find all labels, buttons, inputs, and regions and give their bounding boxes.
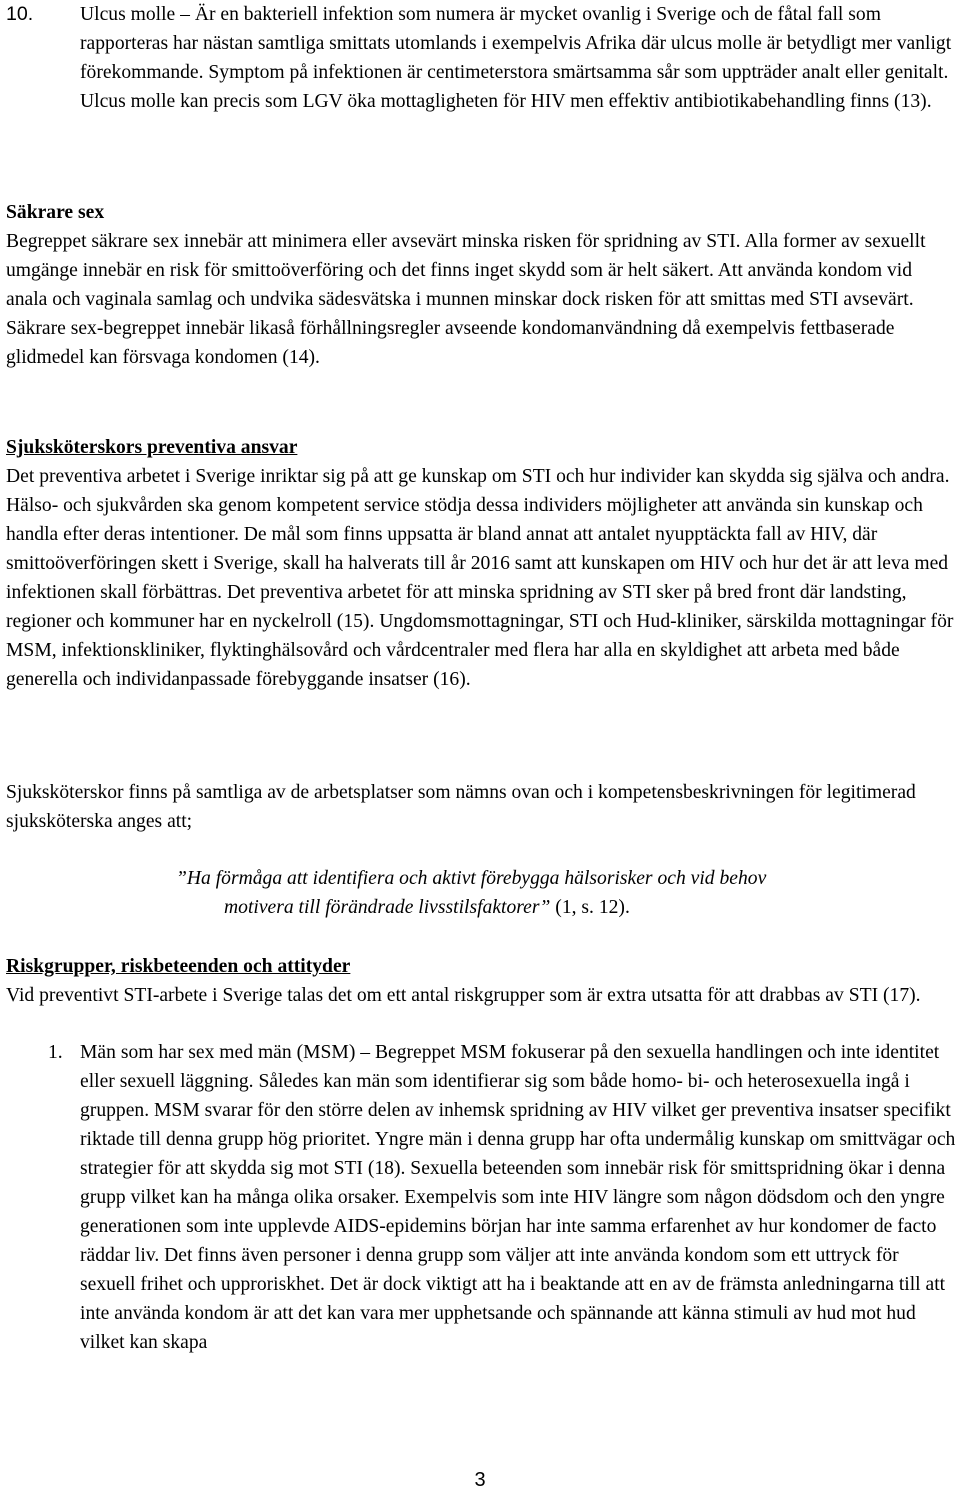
page-number: 3: [474, 1469, 486, 1491]
quote-citation: (1, s. 12).: [550, 897, 630, 918]
list-item-number: 1.: [48, 1042, 63, 1063]
list-item: [6, 1038, 956, 1357]
quote-line-1: ”Ha förmåga att identifiera och aktivt förebygga hälsorisker och vid behov: [176, 868, 767, 889]
quote-line-2: motivera till förändrade livsstilsfaktorer”: [224, 897, 551, 918]
list-item-text: Män som har sex med män (MSM) – Begreppet MSM fokuserar på den sexuella handlingen och inte identitet eller sexuell läggning. Således kan män som identifierar sig som både homo- bi- och heterosexuella ingå i gruppen. MSM svarar för den större delen av inhemsk spridning av HIV vilket ger preventiva insatser specifikt riktade till denna grupp hög prioritet. Yngre män i denna grupp har ofta undermålig kunskap om smittvägar och strategier för att skydda sig mot STI (18). Sexuella beteenden som innebär risk för smittspridning ökar i denna grupp vilket kan ha många olika orsaker. Exempelvis som inte HIV längre som någon dödsdom och den yngre generationen som inte upplevde AIDS-epidemins början har inte samma erfarenhet av hur kondomer de facto räddar liv. Det finns även personer i denna grupp som väljer att inte använda kondom som ett uttryck för sexuell frihet och upproriskhet. Det är dock viktigt att ha i beaktande att en av de främsta anledningarna till att inte använda kondom är att det kan vara mer upphetsande och spännande att känna stimuli av hud mot hud vilket kan skapa: [80, 1042, 956, 1353]
list-item-number: 10.: [6, 3, 34, 25]
section-safer-sex: [6, 198, 956, 372]
paragraph-nurses-workplaces: [6, 778, 956, 836]
section-heading: Riskgrupper, riskbeteenden och attityder: [6, 956, 351, 977]
block-quote: [176, 864, 916, 922]
quote-line-2-wrap: [176, 893, 916, 922]
section-heading: Sjuksköterskors preventiva ansvar: [6, 437, 298, 458]
section-nurse-responsibility: [6, 433, 956, 694]
list-item-text: Ulcus molle – Är en bakteriell infektion som numera är mycket ovanlig i Sverige och de fåtal fall som rapporteras har nästan samtliga smittats utomlands i exempelvis Afrika där ulcus molle är betydligt mer vanligt förekommande. Symptom på infektionen är centimeterstora smärtsamma sår som uppträder analt eller genitalt. Ulcus molle kan precis som LGV öka mottagligheten för HIV men effektiv antibiotikabehandling finns (13).: [80, 4, 952, 112]
risk-group-list: [6, 1038, 956, 1357]
section-paragraph: Det preventiva arbetet i Sverige inriktar sig på att ge kunskap om STI och hur individer kan skydda sig själva och andra. Hälso- och sjukvården ska genom kompetent service stödja dessa individers möjligheter att använda sin kunskap och handla efter deras intentioner. De mål som finns uppsatta är bland annat att antalet nyupptäckta fall av HIV, där smittoöverföringen skett i Sverige, skall ha halverats till år 2016 samt att kunskapen om HIV och hur det är att leva med infektionen skall förbättras. Det preventiva arbetet för att minska spridning av STI sker på bred front där landsting, regioner och kommuner har en nyckelroll (15). Ungdomsmottagningar, STI och Hud-kliniker, särskilda mottagningar för MSM, infektionskliniker, flyktinghälsovård och vårdcentraler med flera har alla en skyldighet att arbeta med både generella och individanpassade förebyggande insatser (16).: [6, 466, 954, 690]
section-risk-groups: [6, 952, 956, 1010]
list-item-10: [6, 0, 958, 116]
section-paragraph: Begreppet säkrare sex innebär att minimera eller avsevärt minska risken för spridning av STI. Alla former av sexuellt umgänge innebär en risk för smittoöverföring och det finns inget skydd som är helt säkert. Att använda kondom vid anala och vaginala samlag och undvika sädesvätska i munnen minskar dock risken för att smittas med STI avsevärt. Säkrare sex-begreppet innebär likaså förhållningsregler avseende kondomanvändning då exempelvis fettbaserade glidmedel kan försvaga kondomen (14).: [6, 231, 926, 368]
section-heading: Säkrare sex: [6, 202, 105, 223]
section-paragraph: Sjuksköterskor finns på samtliga av de arbetsplatser som nämns ovan och i kompetensbeskrivningen för legitimerad sjuksköterska anges att;: [6, 782, 916, 832]
section-paragraph: Vid preventivt STI-arbete i Sverige talas det om ett antal riskgrupper som är extra utsatta för att drabbas av STI (17).: [6, 985, 921, 1006]
